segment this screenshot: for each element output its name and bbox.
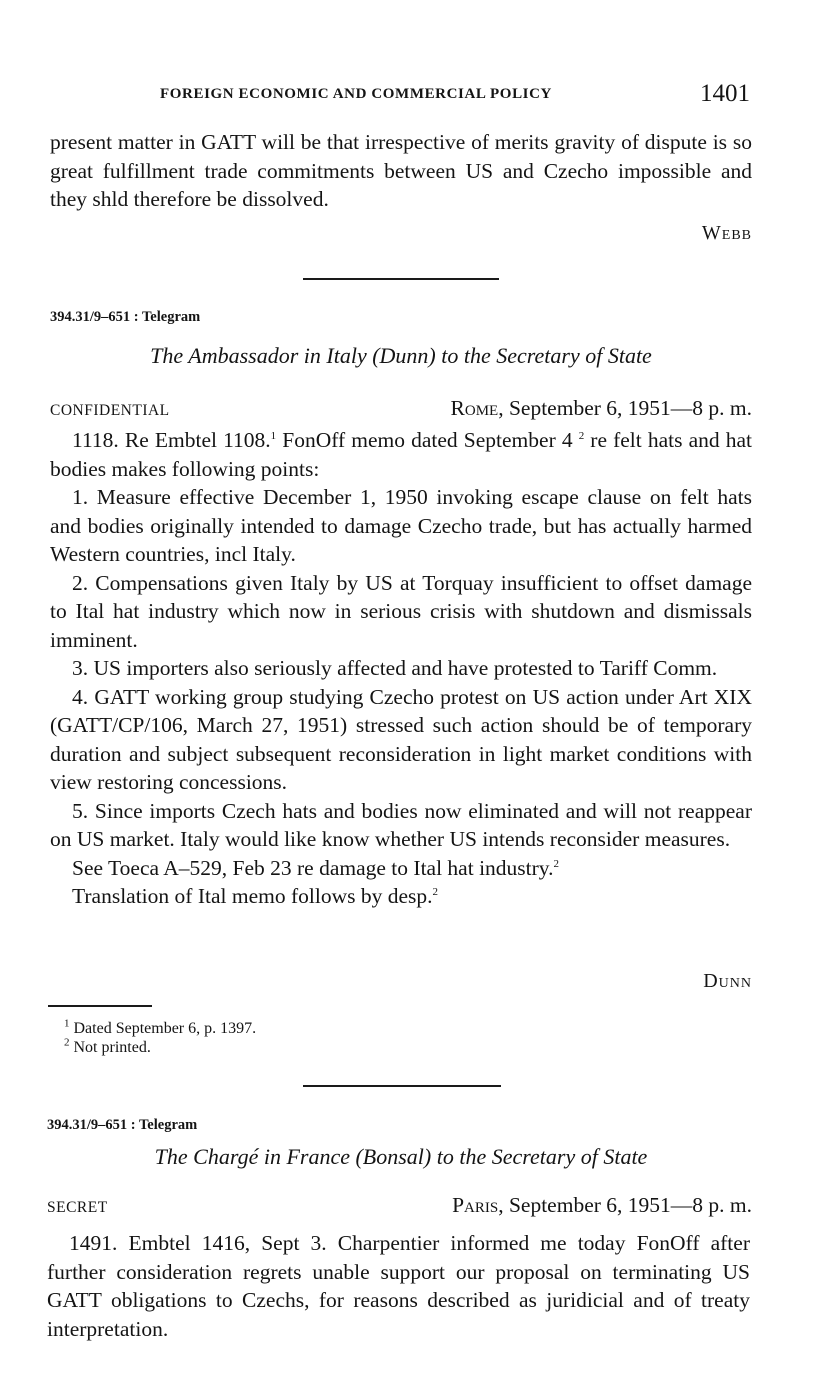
translation-line [50,882,752,911]
footnote-rule [48,1005,152,1007]
dateline-place: Paris, [452,1193,504,1217]
intro-paragraph [50,426,752,483]
point-2: 2. Compensations given Italy by US at Torquay insufficient to offset damage to Ital hat industry which now in serious crisis with shutdown and dismissals imminent. [50,570,752,652]
dateline [451,396,752,421]
footnote-text: Dated September 6, p. 1397. [73,1020,257,1037]
footnote-mark: 1 [64,1017,70,1030]
dateline-place: Rome, [450,396,504,420]
continuation-text: present matter in GATT will be that irrespective of merits gravity of dispute is so great fulfillment trade commitments between US and Czecho impossible and they shld therefore be dissolved. [50,130,752,211]
section-divider [303,1085,501,1087]
intro-text: 1118. Re Embtel 1108. [72,428,271,452]
footnote-ref: 2 [578,429,585,442]
dateline [452,1193,752,1218]
footnote-text: Not printed. [73,1039,151,1056]
footnote-2 [64,1038,151,1057]
footnote-1 [64,1019,256,1038]
footnote-mark: 2 [64,1036,70,1049]
point-3: 3. US importers also seriously affected and have protested to Tariff Comm. [72,656,718,680]
classification-label: SECRET [47,1199,108,1216]
footnote-ref: 1 [270,429,277,442]
body-paragraph: 1491. Embtel 1416, Sept 3. Charpentier informed me today FonOff after further consideration regrets unable support our proposal on terminating US GATT obligations to Czechs, for reasons described as juridicial and of treaty interpretation. [47,1231,750,1341]
signature-webb: Webb [701,222,752,244]
intro-text-mid: FonOff memo dated September 4 [276,428,579,452]
signature-dunn: Dunn [703,970,752,992]
translation-text: Translation of Ital memo follows by desp. [72,884,433,908]
footnote-ref: 2 [553,857,560,870]
section-divider [303,278,499,280]
telegram-body [50,426,752,911]
footnote-ref: 2 [432,885,438,898]
dateline-date: September 6, 1951—8 p. m. [503,396,752,420]
see-line [50,854,752,883]
point-4: 4. GATT working group studying Czecho protest on US action under Art XIX (GATT/CP/106, March 27, 1951) stressed such action should be of temporary duration and subject subsequent reconsideration in light market conditions with view restoring concessions. [50,684,752,794]
page-number: 1401 [700,80,750,107]
document-heading: The Ambassador in Italy (Dunn) to the Secretary of State [150,343,652,368]
file-reference: 394.31/9–651 : Telegram [50,309,201,325]
telegram-body [47,1229,750,1343]
document-heading: The Chargé in France (Bonsal) to the Secretary of State [154,1144,648,1169]
dateline-date: September 6, 1951—8 p. m. [503,1193,752,1217]
running-head: FOREIGN ECONOMIC AND COMMERCIAL POLICY [160,86,552,102]
intro-text-end: re felt hats and hat bodies makes following points: [50,428,752,481]
point-5: 5. Since imports Czech hats and bodies now eliminated and will not reappear on US market. Italy would like know whether US intends reconsider measures. [50,798,752,851]
classification-label: CONFIDENTIAL [50,402,170,419]
file-reference: 394.31/9–651 : Telegram [47,1117,198,1133]
see-text: See Toeca A–529, Feb 23 re damage to Ital hat industry. [72,855,554,880]
continuation-paragraph [50,128,752,214]
point-1: 1. Measure effective December 1, 1950 invoking escape clause on felt hats and bodies originally intended to damage Czecho trade, but has actually harmed Western countries, incl Italy. [50,485,752,566]
